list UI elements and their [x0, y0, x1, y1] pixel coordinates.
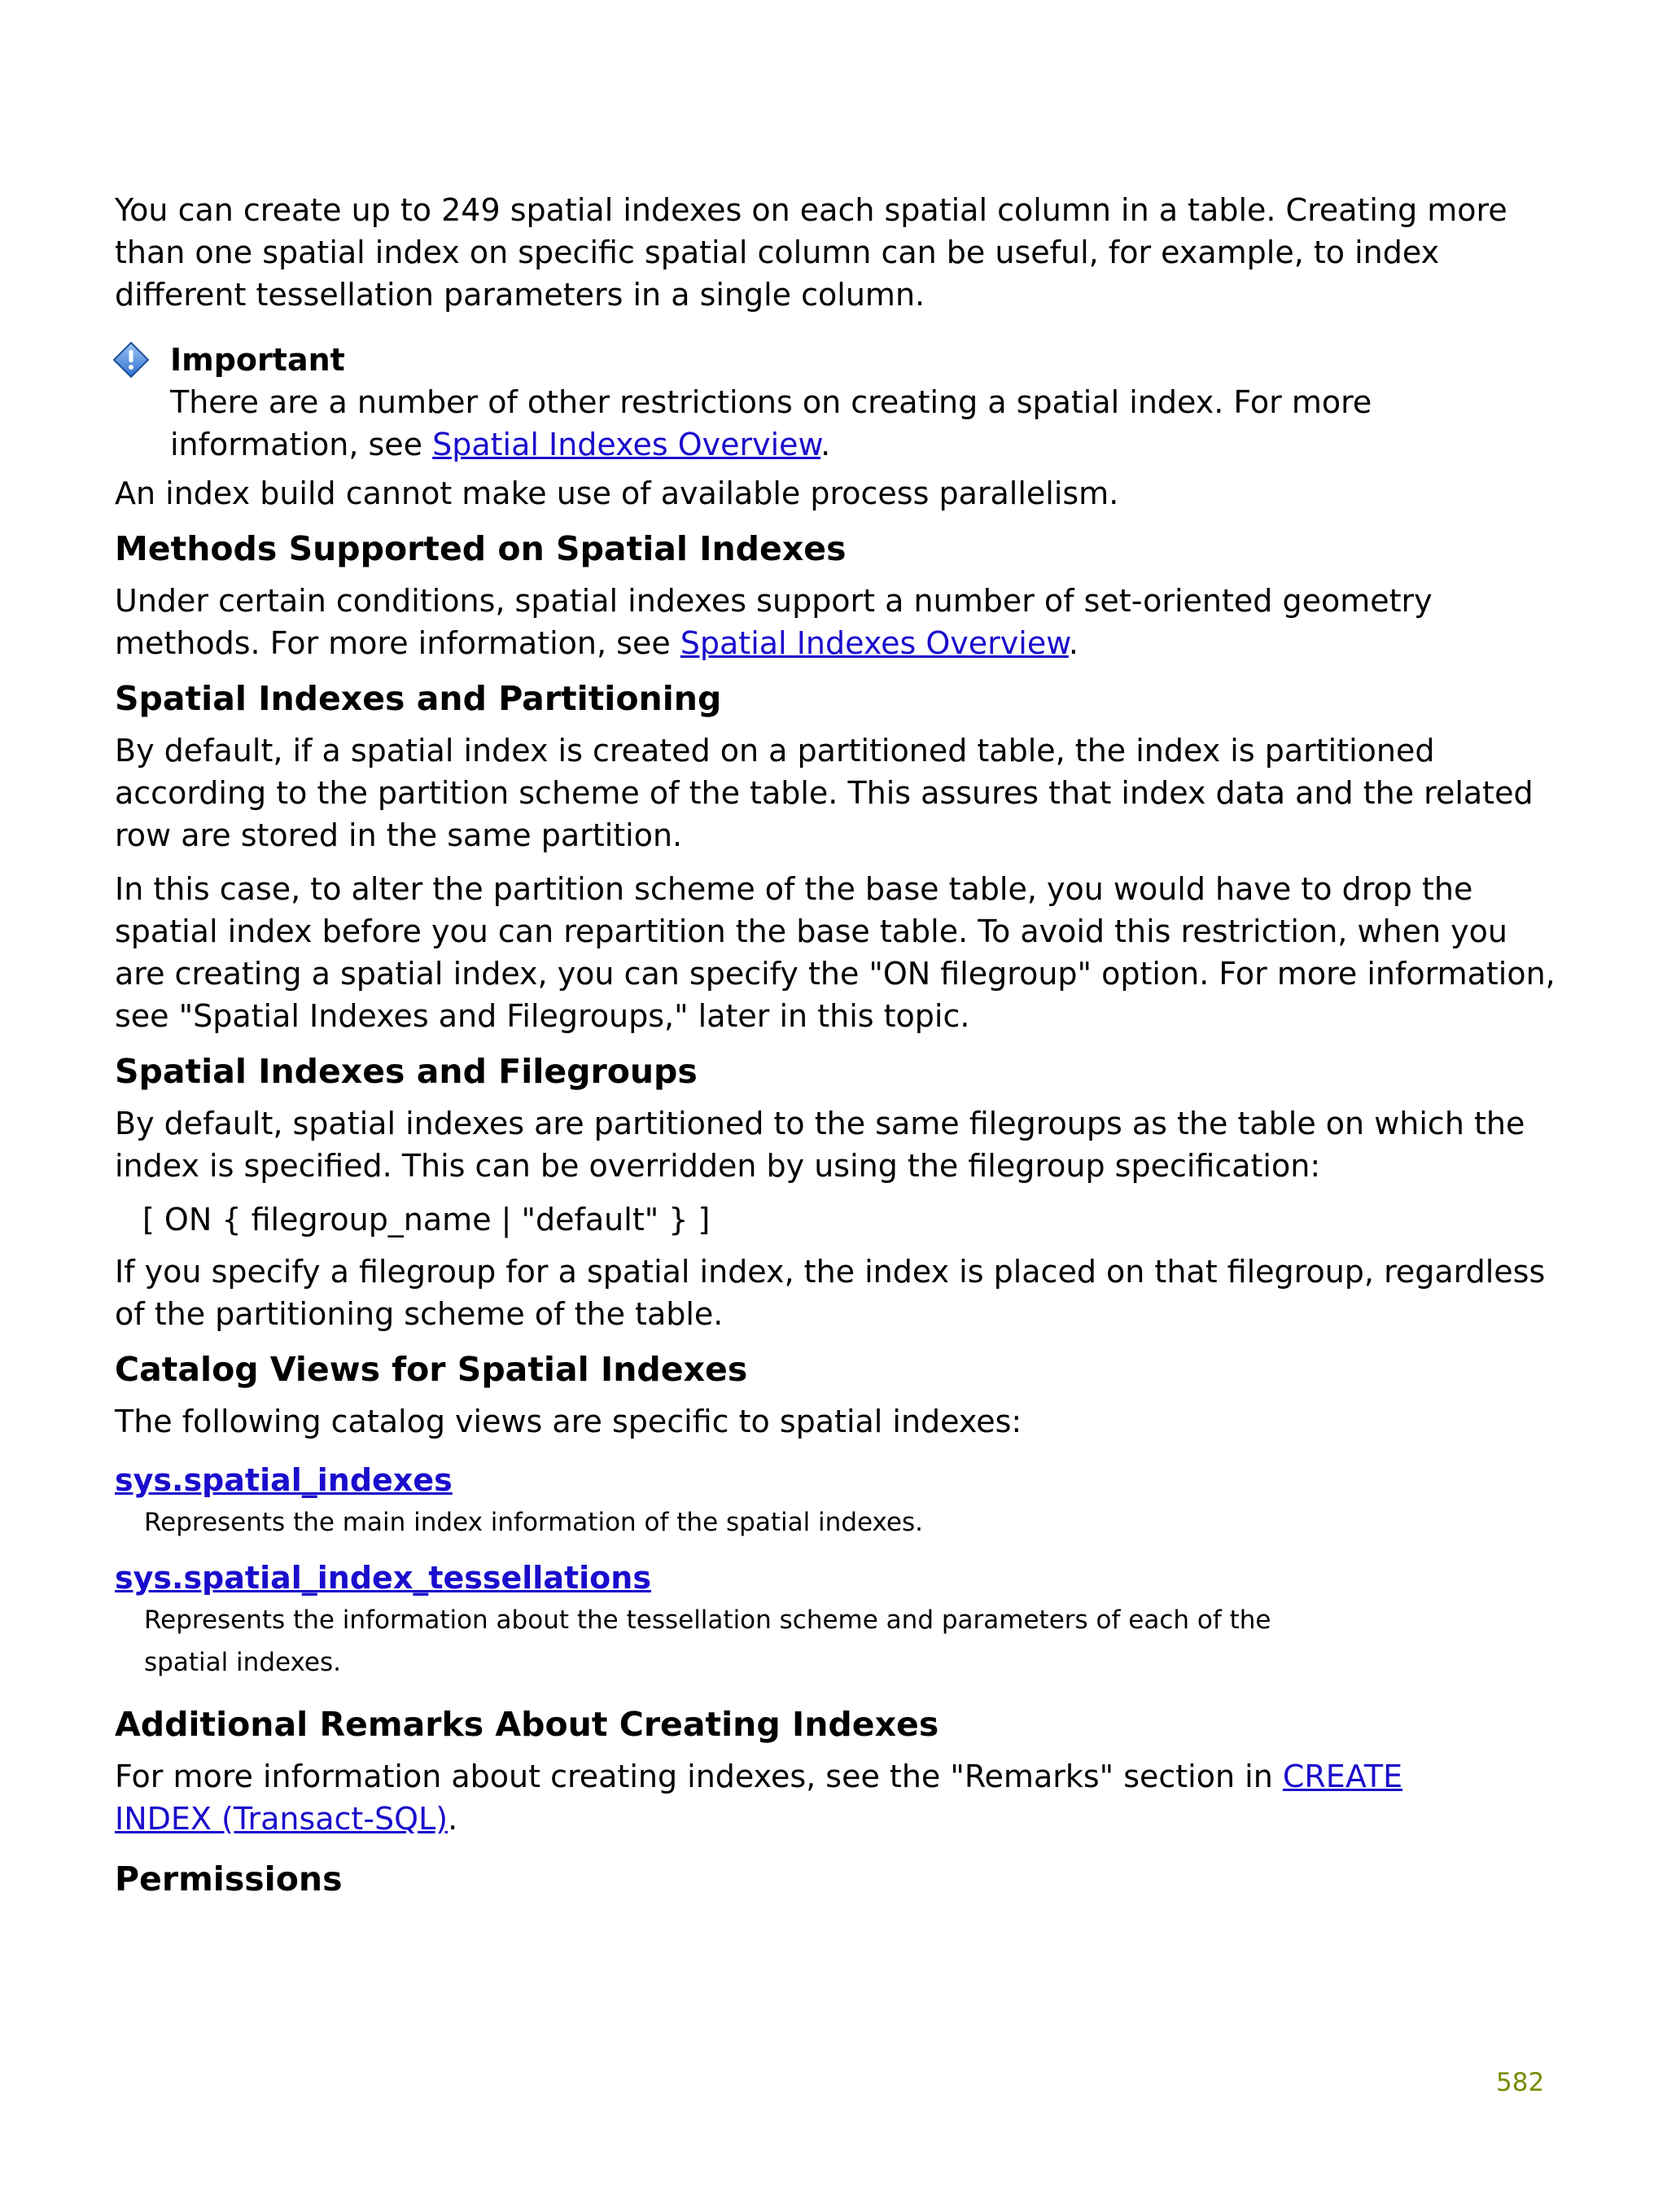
filegroups-paragraph-1: By default, spatial indexes are partitioned to the same filegroups as the table on which the index is specified. This can be overridden by using the filegroup specification: — [115, 1106, 1525, 1184]
catalog-heading: Catalog Views for Spatial Indexes — [115, 1350, 748, 1389]
catalog-view-item — [115, 1552, 1564, 1684]
document-page — [115, 189, 1564, 1910]
important-text — [170, 381, 1564, 466]
methods-overview-link[interactable]: Spatial Indexes Overview — [680, 625, 1069, 661]
partitioning-paragraph-2: In this case, to alter the partition scheme of the base table, you would have to drop the spatial index before you can repartition the base table. To avoid this restriction, when you are creating a spatial index, you can specify the "ON filegroup" option. For more information, see "Spatial Indexes and Filegroups," later in this topic. — [115, 871, 1555, 1034]
permissions-heading: Permissions — [115, 1859, 343, 1899]
parallelism-paragraph: An index build cannot make use of available process parallelism. — [115, 475, 1119, 511]
partitioning-heading: Spatial Indexes and Partitioning — [115, 679, 722, 718]
spatial-indexes-overview-link[interactable]: Spatial Indexes Overview — [432, 427, 821, 462]
important-text-before: There are a number of other restrictions on creating a spatial index. For more information, see — [170, 384, 1372, 462]
sys-spatial-indexes-desc: Represents the main index information of the spatial indexes. — [144, 1508, 923, 1537]
remarks-heading: Additional Remarks About Creating Indexes — [115, 1705, 939, 1744]
filegroups-paragraph-2: If you specify a filegroup for a spatial index, the index is placed on that filegroup, regardless of the partitioning scheme of the table. — [115, 1254, 1546, 1332]
partitioning-paragraph-1: By default, if a spatial index is created on a partitioned table, the index is partitioned according to the partition scheme of the table. This assures that index data and the related row are stored in the same partition. — [115, 733, 1534, 853]
catalog-view-item — [115, 1454, 1564, 1544]
sys-spatial-index-tessellations-link[interactable]: sys.spatial_index_tessellations — [115, 1560, 651, 1596]
methods-paragraph — [115, 580, 1564, 664]
important-note — [115, 339, 1564, 466]
methods-heading: Methods Supported on Spatial Indexes — [115, 529, 847, 568]
create-index-link[interactable]: CREATE INDEX (Transact-SQL) — [115, 1759, 1403, 1837]
filegroup-syntax: [ ON { filegroup_name | "default" } ] — [142, 1202, 711, 1237]
remarks-text-before: For more information about creating indexes, see the "Remarks" section in — [115, 1759, 1283, 1794]
sys-spatial-index-tessellations-desc: Represents the information about the tessellation scheme and parameters of each of the spatial indexes. — [144, 1605, 1271, 1677]
remarks-text-after: . — [448, 1801, 458, 1837]
sys-spatial-indexes-link[interactable]: sys.spatial_indexes — [115, 1462, 453, 1498]
important-text-after: . — [820, 427, 831, 462]
remarks-paragraph — [115, 1755, 1466, 1840]
info-diamond-icon — [112, 341, 150, 379]
methods-text-before: Under certain conditions, spatial indexes support a number of set-oriented geometry methods. For more information, see — [115, 583, 1433, 661]
methods-text-after: . — [1068, 625, 1079, 661]
filegroups-heading: Spatial Indexes and Filegroups — [115, 1052, 698, 1091]
page-number: 582 — [1496, 2068, 1545, 2097]
intro-paragraph: You can create up to 249 spatial indexes on each spatial column in a table. Creating more than one spatial index on specific spatial column can be useful, for example, to index different tessellation parameters in a single column. — [115, 192, 1507, 313]
catalog-intro: The following catalog views are specific to spatial indexes: — [115, 1404, 1022, 1439]
important-title: Important — [170, 342, 345, 378]
